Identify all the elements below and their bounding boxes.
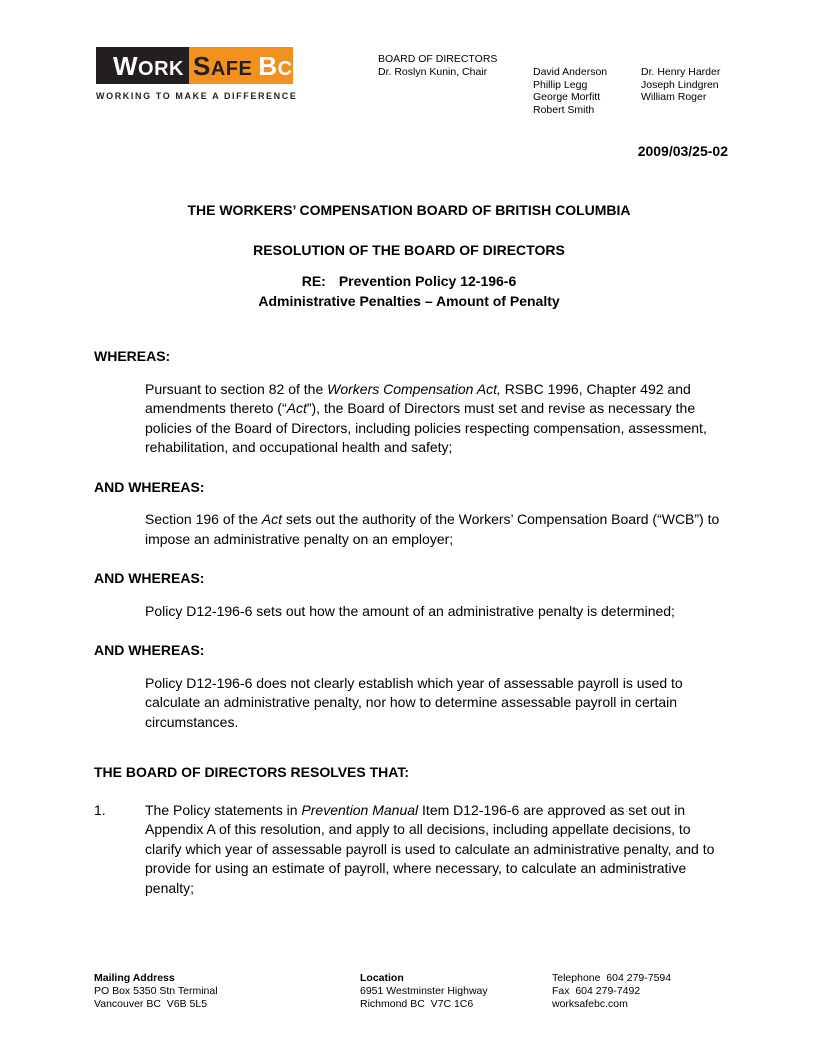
board-chair: Dr. Roslyn Kunin, Chair [378,65,488,78]
board-label: BOARD OF DIRECTORS [378,53,498,65]
logo-box [96,47,293,84]
worksafebc-logo [96,47,297,101]
resolution-text: The Policy statements in Prevention Manual Item D12-196-6 are approved as set out in Appendix A of this resolution, and apply to all decisions, including appellate decisions, to clarify which year of assessable payroll is used to calculate an administrative penalty, and to provide for using an estimate of payroll, where necessary, to calculate an administrative penalty; [145,801,715,896]
director-name: William Roger [641,91,707,103]
whereas-heading: AND WHEREAS: [94,570,205,586]
logo-word-safe: SAFE [193,50,253,81]
director-name: Dr. Henry Harder [641,66,721,78]
contact-block [552,972,671,1011]
whereas-paragraph: Policy D12-196-6 sets out how the amount of an administrative penalty is determined; [145,602,675,619]
whereas-paragraph: Policy D12-196-6 does not clearly establish which year of assessable payroll is used to calculate an administrative penalty, nor how to determine assessable payroll in certain circumstances. [145,674,683,730]
whereas-paragraph: Pursuant to section 82 of the Workers Compensation Act, RSBC 1996, Chapter 492 and amendments thereto (“Act”), the Board of Directors must set and revise as necessary the policies of the Board of Directors, including policies respecting compensation, assessment, rehabilitation, and occupational health and safety; [145,380,707,455]
location-label: Location [360,972,404,984]
resolution-item [94,801,724,899]
document-reference-number: 2009/03/25-02 [637,143,728,159]
whereas-heading: AND WHEREAS: [94,478,205,495]
whereas-heading: WHEREAS: [94,348,171,364]
re-line [94,272,724,311]
mailing-address-label: Mailing Address [94,972,175,984]
resolution-number: 1. [94,801,106,818]
whereas-heading: AND WHEREAS: [94,642,205,658]
telephone-line: Telephone 604 279-7594 [552,972,672,984]
re-subject: Prevention Policy 12-196-6 [338,273,517,289]
document-title: THE WORKERS’ COMPENSATION BOARD OF BRITISH COLUMBIA [187,202,631,218]
logo-word-work: WORK [113,50,184,81]
mailing-address-line: PO Box 5350 Stn Terminal [94,985,218,997]
whereas-paragraph: Section 196 of the Act sets out the authority of the Workers’ Compensation Board (“WCB”) to impose an administrative penalty on an employer; [145,511,720,547]
logo-tagline: WORKING TO MAKE A DIFFERENCE [96,91,298,101]
logo-left-panel [96,47,189,84]
mailing-address-line: Vancouver BC V6B 5L5 [94,998,208,1010]
director-name: Phillip Legg [533,78,588,91]
logo-word-bc: BC [258,50,293,81]
website-line: worksafebc.com [552,998,628,1010]
mailing-address-block [94,972,218,1011]
director-name: Joseph Lindgren [641,78,719,91]
director-name: George Morfitt [533,91,601,103]
board-directors-column-1 [533,66,607,116]
resolves-heading: THE BOARD OF DIRECTORS RESOLVES THAT: [94,764,410,780]
board-of-directors-list [378,53,721,116]
document-subtitle: RESOLUTION OF THE BOARD OF DIRECTORS [253,241,565,258]
location-line: Richmond BC V7C 1C6 [360,998,474,1010]
director-name: David Anderson [533,66,608,78]
board-directors-column-2 [641,66,720,104]
location-block [360,972,488,1011]
re-subject-line-2: Administrative Penalties – Amount of Penalty [258,292,560,309]
logo-right-panel [189,47,293,84]
location-line: 6951 Westminster Highway [360,985,488,997]
re-label: RE: [301,273,326,289]
director-name: Robert Smith [533,103,595,116]
fax-line: Fax 604 279-7492 [552,985,641,997]
footer [94,972,724,1017]
document-body [94,201,724,898]
